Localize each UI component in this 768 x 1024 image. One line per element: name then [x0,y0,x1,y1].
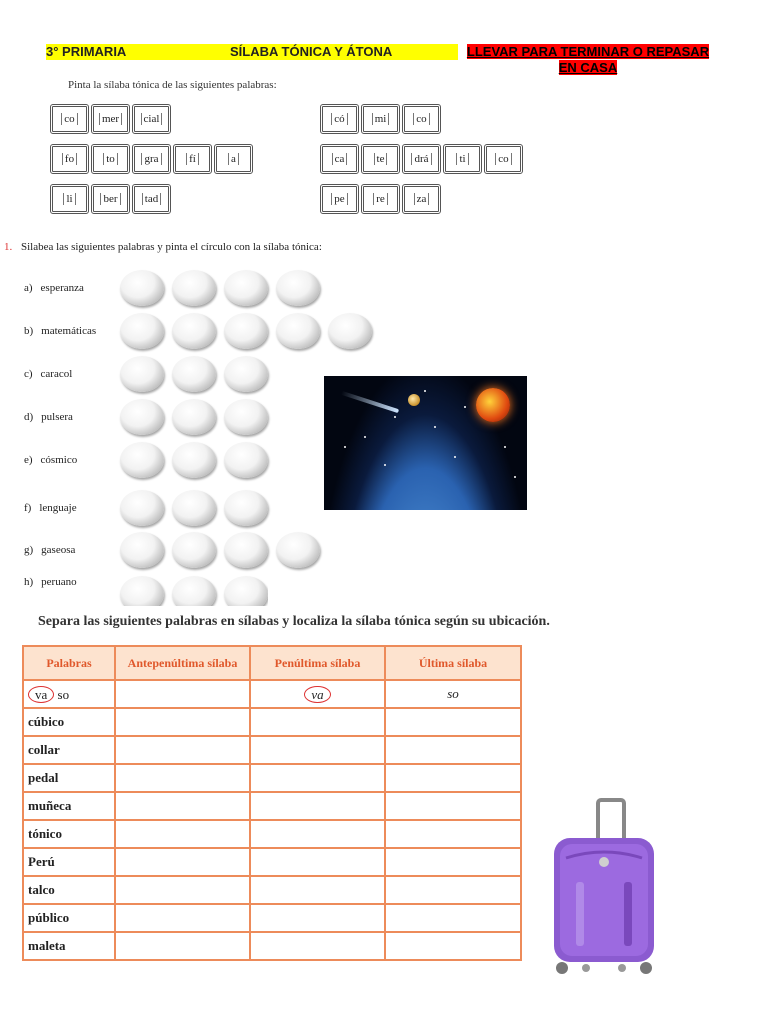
syllable-box[interactable] [91,104,130,134]
answer-cell[interactable] [115,764,250,792]
exercise-word [24,544,120,556]
exercise-word [24,411,120,423]
answer-cell[interactable] [250,792,385,820]
syllable-circle[interactable] [172,270,216,306]
header-words: Palabras [23,646,115,680]
syllable-text: gra [141,153,161,165]
syllable-word-row [50,144,253,174]
syllable-circle[interactable] [276,270,320,306]
exercise-word [24,576,120,588]
example-penultimate-cell [250,680,385,708]
syllable-circle[interactable] [120,270,164,306]
syllable-circles [120,490,268,526]
example-word-cell [23,680,115,708]
syllable-box[interactable] [361,144,400,174]
answer-cell[interactable] [115,820,250,848]
answer-cell[interactable] [115,932,250,960]
header-highlight [46,44,458,60]
syllable-text: mi [372,113,390,125]
answer-cell[interactable] [115,680,250,708]
word-cell: pedal [23,764,115,792]
word-cell: Perú [23,848,115,876]
space-picture [324,376,527,510]
syllable-text: pe [331,193,347,205]
item-word: peruano [41,576,77,588]
syllable-circle[interactable] [224,313,268,349]
item-letter: a) [24,282,33,294]
answer-cell[interactable] [250,708,385,736]
answer-cell[interactable] [385,904,521,932]
answer-cell[interactable] [250,904,385,932]
syllable-word-row [320,144,523,174]
syllable-table [22,645,522,961]
answer-cell[interactable] [385,736,521,764]
syllable-box[interactable] [132,104,171,134]
answer-cell[interactable] [250,848,385,876]
item-letter: f) [24,502,32,514]
table-row [23,876,521,904]
item-word: gaseosa [41,544,76,556]
syllable-circle[interactable] [224,356,268,392]
syllable-box[interactable] [320,104,359,134]
syllable-circle[interactable] [328,313,372,349]
header-last: Última sílaba [385,646,521,680]
circle-exercise-row [24,572,268,606]
table-row [23,708,521,736]
word-cell: tónico [23,820,115,848]
answer-cell[interactable] [385,764,521,792]
header-penultimate: Penúltima sílaba [250,646,385,680]
syllable-circle[interactable] [120,532,164,568]
answer-cell[interactable] [385,820,521,848]
syllable-box[interactable] [50,104,89,134]
word-cell: público [23,904,115,932]
item-word: pulsera [41,411,73,423]
answer-cell[interactable] [385,932,521,960]
answer-cell[interactable] [250,764,385,792]
syllable-box[interactable] [132,184,171,214]
syllable-text: za [414,193,430,205]
circles-instruction-line [4,241,322,253]
item-word: matemáticas [41,325,97,337]
syllable-text: cial [141,113,163,125]
answer-cell[interactable] [385,848,521,876]
syllable-box[interactable] [443,144,482,174]
syllable-circle[interactable] [172,576,216,606]
table-row [23,904,521,932]
word-cell: talco [23,876,115,904]
circle-exercise-row [24,268,320,308]
item-letter: e) [24,454,33,466]
syllable-box[interactable] [91,144,130,174]
syllable-box[interactable] [484,144,523,174]
word-cell: cúbico [23,708,115,736]
syllable-circles [120,270,320,306]
syllable-word-row [50,104,171,134]
syllable-circle[interactable] [172,313,216,349]
syllable-circle[interactable] [120,399,164,435]
answer-cell[interactable] [115,736,250,764]
answer-cell[interactable] [250,736,385,764]
syllable-text: re [373,193,388,205]
table-row [23,932,521,960]
example-last-cell: so [385,680,521,708]
table-header-row [23,646,521,680]
item-letter: b) [24,325,34,337]
syllable-circle[interactable] [172,399,216,435]
syllable-text: ti [456,153,468,165]
syllable-circles [120,356,268,392]
syllable-circle[interactable] [172,490,216,526]
circle-exercise-row [24,354,268,394]
syllable-text: a [228,153,239,165]
circle-exercise-row [24,530,320,570]
homework-note-text: LLEVAR PARA TERMINAR O REPASAR EN CASA [466,44,710,75]
answer-cell[interactable] [115,792,250,820]
item-word: caracol [40,368,73,380]
syllable-text: có [331,113,347,125]
syllable-circle[interactable] [172,356,216,392]
syllable-circle[interactable] [224,442,268,478]
suitcase-picture [546,798,662,980]
syllable-box[interactable] [132,144,171,174]
syllable-circle[interactable] [120,442,164,478]
item-word: lenguaje [39,502,77,514]
syllable-text: tad [142,193,161,205]
syllable-text: co [61,113,77,125]
answer-cell[interactable] [385,876,521,904]
word-cell: maleta [23,932,115,960]
table-row [23,736,521,764]
item-word: esperanza [40,282,84,294]
answer-cell[interactable] [385,792,521,820]
syllable-circle[interactable] [276,313,320,349]
syllable-circle[interactable] [224,270,268,306]
syllable-text: fo [62,153,77,165]
syllable-text: ber [100,193,120,205]
item-letter: h) [24,576,34,588]
exercise-word [24,454,120,466]
answer-cell[interactable] [115,848,250,876]
exercise-word [24,368,120,380]
syllable-circle[interactable] [172,442,216,478]
exercise-word [24,325,120,337]
syllable-text: ca [332,153,348,165]
syllable-word-row [320,104,441,134]
homework-note [458,44,718,76]
answer-cell[interactable] [250,932,385,960]
syllable-box[interactable] [214,144,253,174]
table-row [23,764,521,792]
word-cell: collar [23,736,115,764]
example-syllable: so [57,686,70,702]
circled-syllable: va [304,686,330,703]
syllable-circle[interactable] [120,356,164,392]
circle-exercise-row [24,488,268,528]
syllable-box[interactable] [402,144,441,174]
syllable-box[interactable] [173,144,212,174]
syllable-box[interactable] [402,184,441,214]
syllable-box[interactable] [320,144,359,174]
comet-graphic [341,391,399,413]
syllable-word-row [320,184,441,214]
question-number: 1. [4,241,13,253]
item-letter: g) [24,544,34,556]
circled-syllable: va [28,686,54,703]
item-letter: d) [24,411,34,423]
item-letter: c) [24,368,33,380]
item-word: cósmico [40,454,78,466]
answer-cell[interactable] [250,876,385,904]
word-cell: muñeca [23,792,115,820]
topic-label: SÍLABA TÓNICA Y ÁTONA [230,44,393,59]
syllable-box[interactable] [361,184,400,214]
syllable-text: fí [186,153,199,165]
grade-label: 3° PRIMARIA [46,44,127,59]
table-instruction: Separa las siguientes palabras en sílabas y localiza la sílaba tónica según su ubicación. [38,614,550,629]
syllable-circle[interactable] [276,532,320,568]
syllable-box[interactable] [402,104,441,134]
syllable-text: co [495,153,511,165]
syllable-circles [120,399,268,435]
syllable-box[interactable] [50,144,89,174]
exercise-word [24,502,120,514]
syllable-circle[interactable] [120,576,164,606]
answer-cell[interactable] [250,820,385,848]
answer-cell[interactable] [115,904,250,932]
syllable-text: drá [411,153,431,165]
syllable-circles [120,442,268,478]
table-row [23,792,521,820]
syllable-circle[interactable] [120,313,164,349]
answer-cell[interactable] [115,708,250,736]
table-row [23,848,521,876]
table-row [23,820,521,848]
exercise-word [24,282,120,294]
syllable-text: to [103,153,118,165]
circles-instruction: Silabea las siguientes palabras y pinta el círculo con la sílaba tónica: [21,241,322,253]
syllable-text: te [374,153,388,165]
example-row [23,680,521,708]
header-antepenultimate: Antepenúltima sílaba [115,646,250,680]
syllable-circle[interactable] [120,490,164,526]
answer-cell[interactable] [385,708,521,736]
syllable-circles [120,313,372,349]
moon-graphic [408,394,420,406]
syllable-text: mer [99,113,122,125]
answer-cell[interactable] [115,876,250,904]
circle-exercise-row [24,397,268,437]
syllable-circle[interactable] [172,532,216,568]
syllable-box[interactable] [361,104,400,134]
syllable-text: li [63,193,75,205]
syllable-word-row [50,184,171,214]
syllable-circle[interactable] [224,490,268,526]
circle-exercise-row [24,311,372,351]
tonic-instruction: Pinta la sílaba tónica de las siguientes palabras: [68,79,277,91]
syllable-circles [120,532,320,568]
syllable-circles [120,576,268,606]
syllable-circle[interactable] [224,532,268,568]
syllable-circle[interactable] [224,576,268,606]
syllable-text: co [413,113,429,125]
syllable-box[interactable] [50,184,89,214]
circle-exercise-row [24,440,268,480]
syllable-box[interactable] [320,184,359,214]
syllable-circle[interactable] [224,399,268,435]
sun-graphic [476,388,510,422]
syllable-box[interactable] [91,184,130,214]
